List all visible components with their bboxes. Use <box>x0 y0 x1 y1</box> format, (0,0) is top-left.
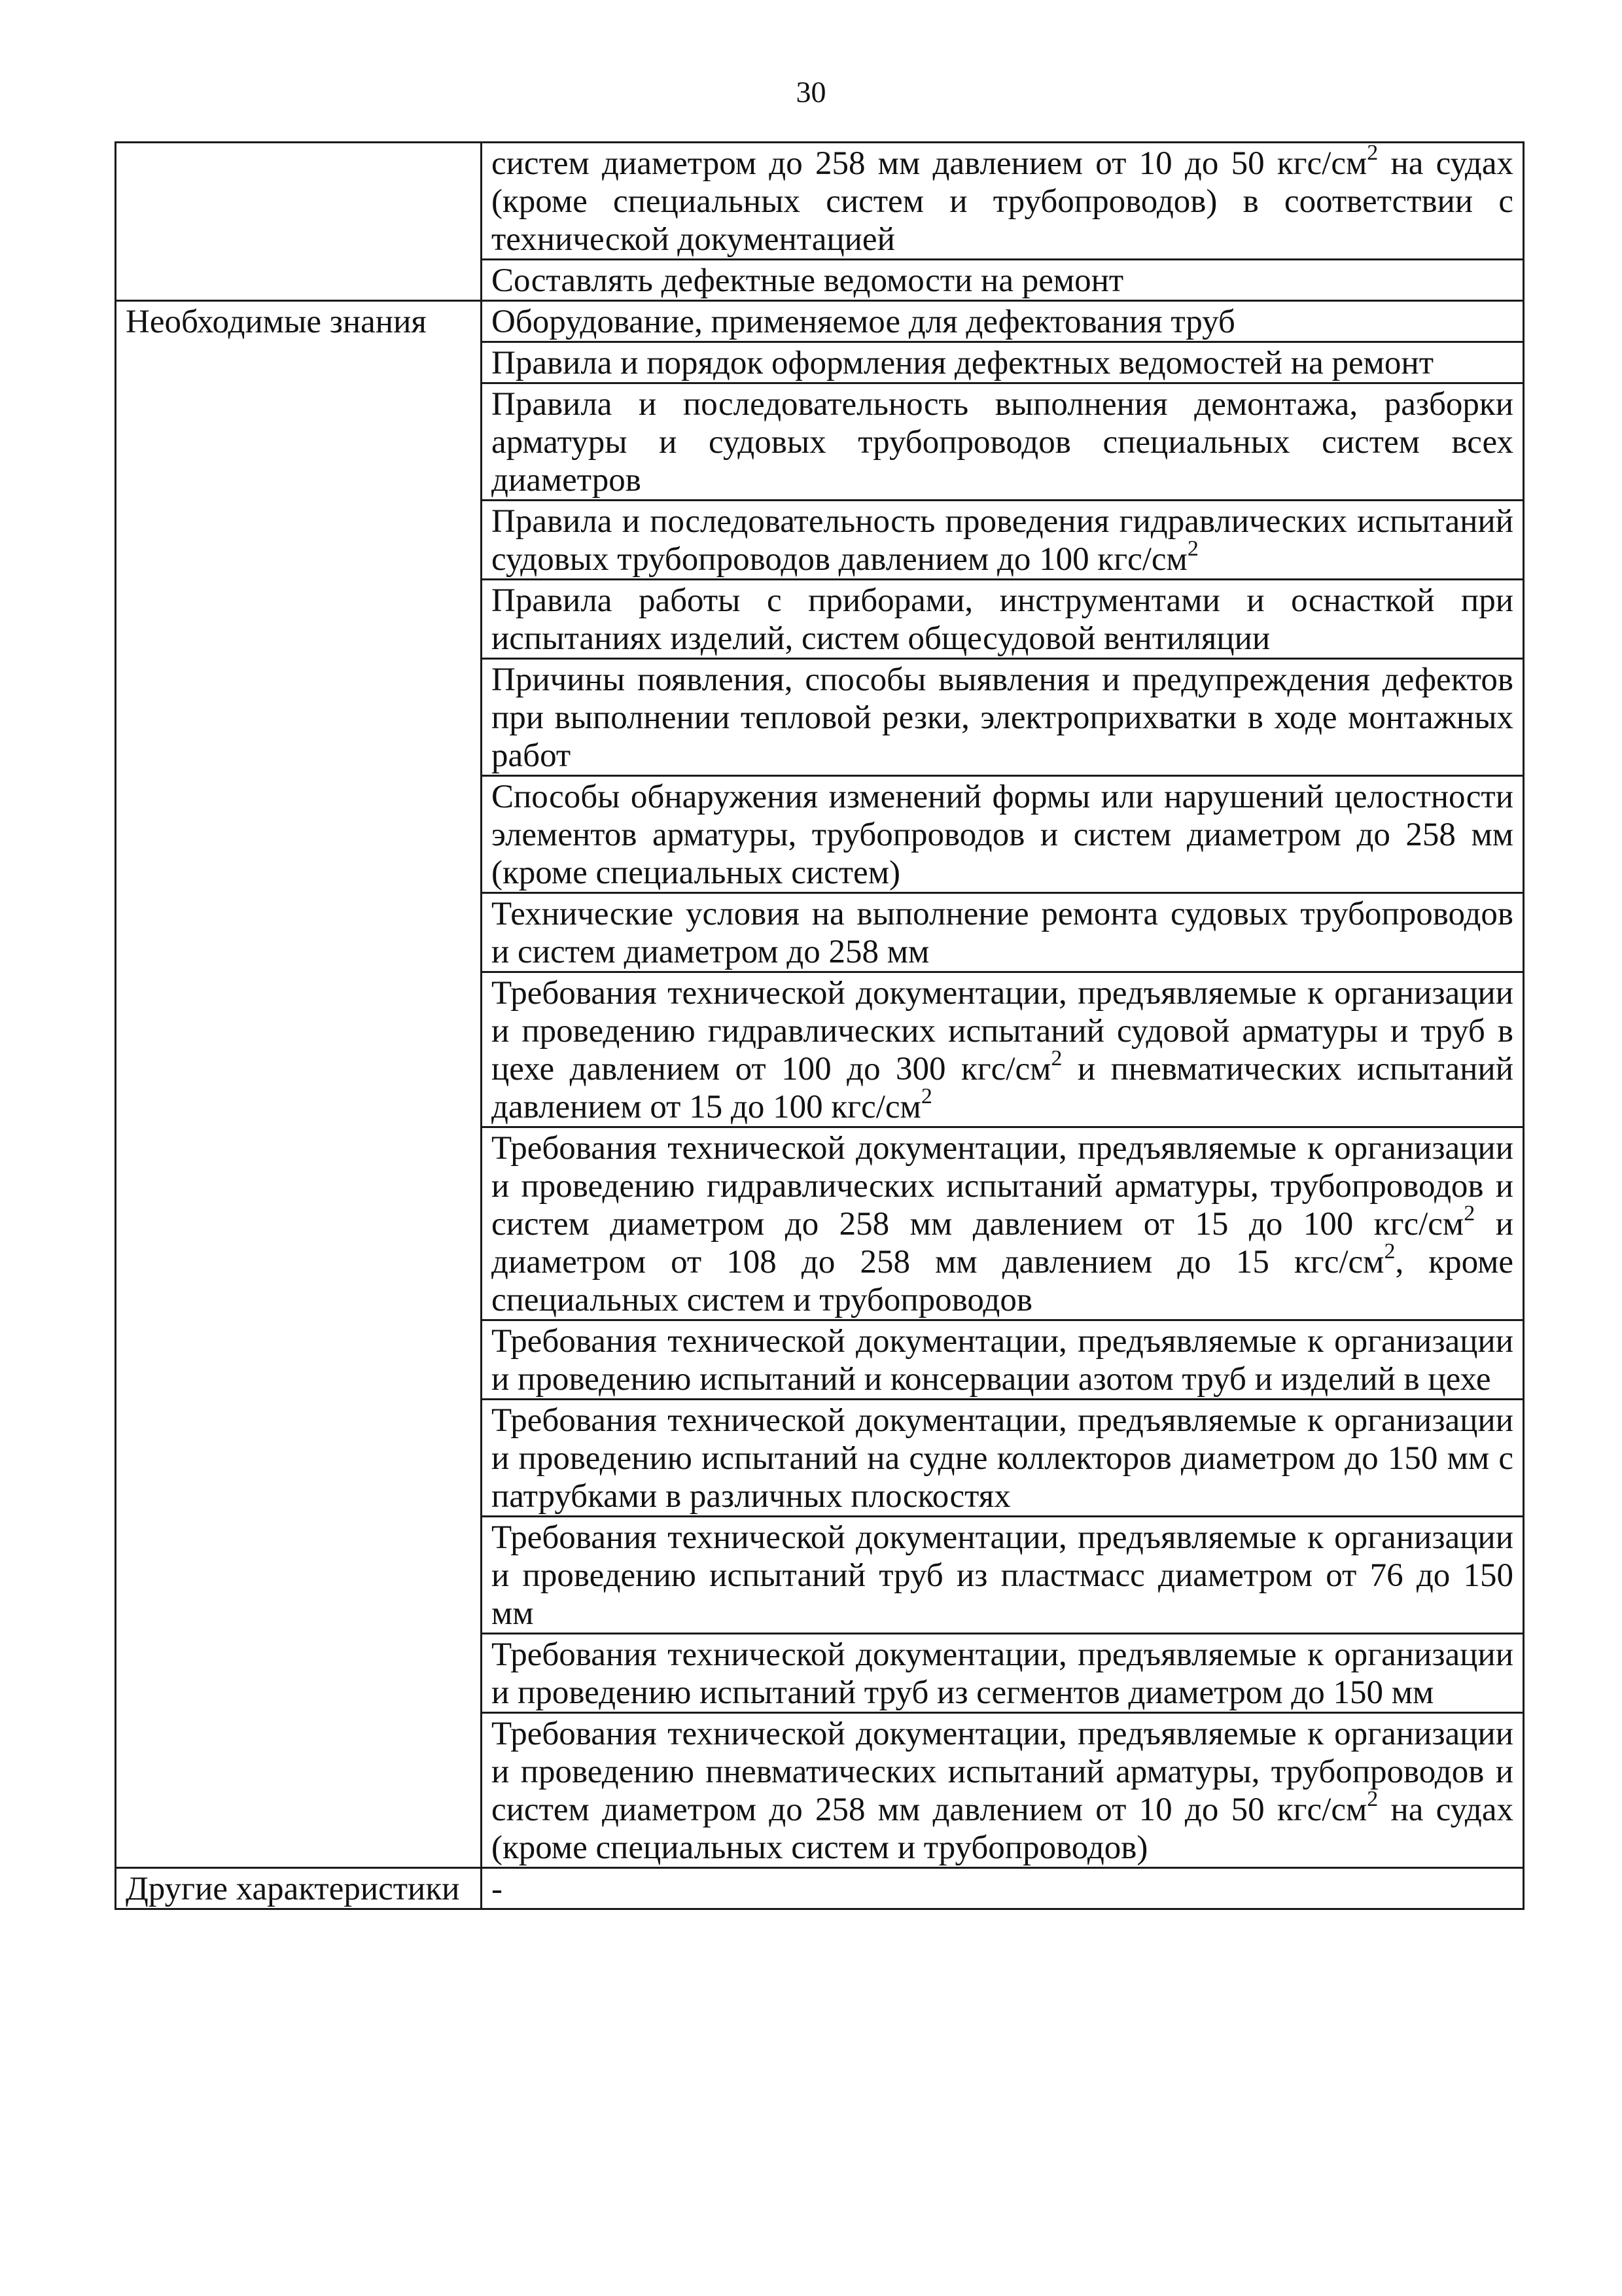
cell-text-tail: на судах (кроме специальных систем и трубопроводов) в соответствии с технической документацией <box>491 145 1514 258</box>
cell-text: Правила и последовательность выполнения демонтажа, разборки арматуры и судовых трубопроводов специальных систем всех диаметров <box>491 386 1513 499</box>
knowledge-item-6 <box>482 659 1524 776</box>
knowledge-item-15 <box>482 1713 1524 1868</box>
superscript: 2 <box>1367 141 1379 165</box>
continuation-cell-1 <box>482 143 1524 260</box>
knowledge-item-7 <box>482 776 1524 893</box>
superscript: 2 <box>921 1084 932 1108</box>
cell-text: Требования технической документации, предъявляемые к организации и проведению гидравлических испытаний судовой арматуры и труб в цехе давлением от 100 до 300 кгс/см <box>491 975 1513 1087</box>
knowledge-item-4 <box>482 501 1524 580</box>
knowledge-item-10 <box>482 1127 1524 1320</box>
cell-text: Способы обнаружения изменений формы или нарушений целостности элементов арматуры, трубопроводов и систем диаметром до 258 мм (кроме специальных систем) <box>491 779 1513 891</box>
knowledge-item-11 <box>482 1320 1524 1400</box>
page-number: 30 <box>796 75 826 109</box>
table-row <box>116 1868 1524 1909</box>
knowledge-item-12 <box>482 1400 1524 1517</box>
cell-text: Требования технической документации, предъявляемые к организации и проведению пневматических испытаний арматуры, трубопроводов и систем диаметром до 258 мм давлением от 10 до 50 кгс/см <box>491 1716 1513 1828</box>
cell-text: систем диаметром до 258 мм давлением от 10 до 50 кгс/см <box>491 145 1367 182</box>
cell-text: Требования технической документации, предъявляемые к организации и проведению испытаний на судне коллекторов диаметром до 150 мм с патрубками в различных плоскостях <box>491 1402 1513 1515</box>
cell-text: Требования технической документации, предъявляемые к организации и проведению испытаний труб из пластмасс диаметром от 76 до 150 мм <box>491 1519 1513 1632</box>
cell-text: Правила и порядок оформления дефектных ведомостей на ремонт <box>491 345 1434 381</box>
knowledge-label: Необходимые знания <box>116 301 482 1868</box>
cell-text: Требования технической документации, предъявляемые к организации и проведению испытаний и консервации азотом труб и изделий в цехе <box>491 1323 1513 1398</box>
cell-text-tail: , кроме специальных систем и трубопроводов <box>491 1244 1514 1318</box>
knowledge-item-8 <box>482 893 1524 972</box>
knowledge-item-14 <box>482 1634 1524 1713</box>
knowledge-item-13 <box>482 1517 1524 1634</box>
cell-text: Правила работы с приборами, инструментами и оснасткой при испытаниях изделий, систем общесудовой вентиляции <box>491 582 1513 657</box>
cell-text-tail: и диаметром от 108 до 258 мм давлением до 15 кгс/см <box>491 1206 1514 1280</box>
cell-text: Требования технической документации, предъявляемые к организации и проведению испытаний труб из сегментов диаметром до 150 мм <box>491 1636 1513 1711</box>
superscript: 2 <box>1187 537 1199 561</box>
continuation-cell-2 <box>482 260 1524 301</box>
label-cell-empty <box>116 143 482 301</box>
other-label: Другие характеристики <box>116 1868 482 1909</box>
knowledge-item-5 <box>482 580 1524 659</box>
knowledge-item-3 <box>482 383 1524 501</box>
cell-text: Оборудование, применяемое для дефектования труб <box>491 304 1235 340</box>
cell-text: Правила и последовательность проведения гидравлических испытаний судовых трубопроводов давлением до 100 кгс/см <box>491 503 1513 578</box>
superscript: 2 <box>1367 1787 1379 1811</box>
superscript: 2 <box>1464 1201 1475 1226</box>
cell-text-tail: на судах (кроме специальных систем и трубопроводов) <box>491 1792 1514 1866</box>
cell-text: Причины появления, способы выявления и предупреждения дефектов при выполнении тепловой резки, электроприхватки в ходе монтажных работ <box>491 662 1513 774</box>
table-row <box>116 301 1524 342</box>
knowledge-item-1 <box>482 301 1524 342</box>
cell-text-tail: и пневматических испытаний давлением от 15 до 100 кгс/см <box>491 1051 1513 1125</box>
superscript: 2 <box>1051 1046 1063 1070</box>
knowledge-item-2 <box>482 342 1524 383</box>
qualification-table <box>115 141 1525 1910</box>
cell-text: Технические условия на выполнение ремонта судовых трубопроводов и систем диаметром до 258 мм <box>491 896 1513 970</box>
cell-text: Требования технической документации, предъявляемые к организации и проведению гидравлических испытаний арматуры, трубопроводов и систем диаметром до 258 мм давлением от 15 до 100 кгс/см <box>491 1130 1513 1243</box>
table-row <box>116 143 1524 260</box>
knowledge-item-9 <box>482 972 1524 1127</box>
other-value: - <box>482 1868 1524 1909</box>
cell-text: Составлять дефектные ведомости на ремонт <box>491 262 1124 299</box>
superscript: 2 <box>1384 1239 1396 1263</box>
table-body <box>116 143 1524 1909</box>
